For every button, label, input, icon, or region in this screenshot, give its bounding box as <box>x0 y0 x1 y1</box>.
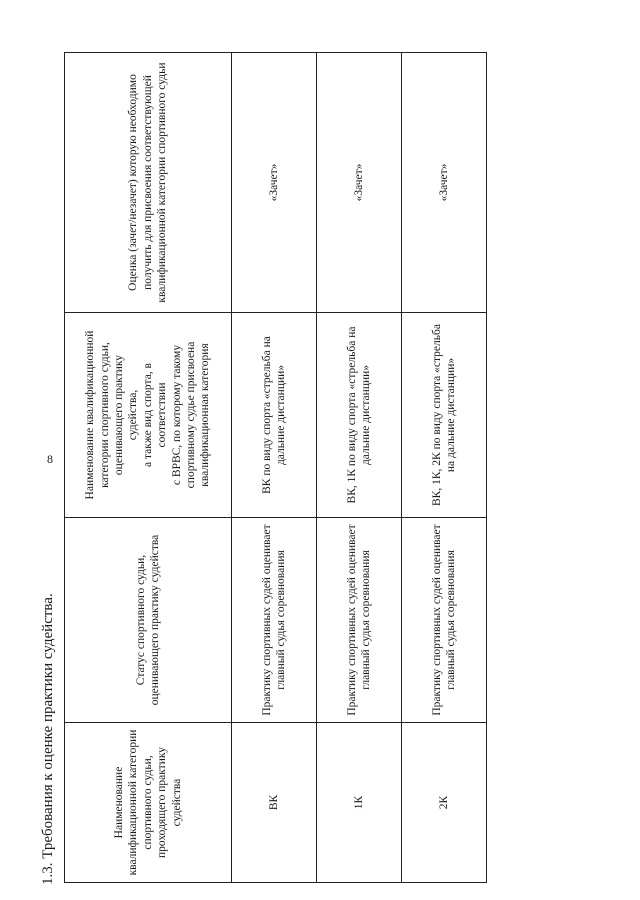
evaluator-cell: ВК по виду спорта «стрельба на дальние дистанции» <box>232 313 317 518</box>
grade-cell: «Зачет» <box>317 53 402 313</box>
table-row <box>402 53 487 883</box>
status-cell: Практику спортивных судей оценивает главный судья соревнования <box>317 518 402 723</box>
category-cell: ВК <box>232 723 317 883</box>
header-cell: Оценка (зачет/незачет) которую необходимо получить для присвоения соответствующей квалификационной категории спортивного судьи <box>65 53 232 313</box>
evaluator-cell: ВК, 1К, 2К по виду спорта «стрельба на дальние дистанции» <box>402 313 487 518</box>
section-title: 1.3. Требования к оценке практики судейства. <box>40 593 56 885</box>
table-row <box>232 53 317 883</box>
category-cell: 2К <box>402 723 487 883</box>
header-cell: Наименование квалификационной категории спортивного судьи, оценивающего практику судейства, а также вид спорта, в соответствии с ВРВС, по которому такому спортивному судье присвоена квалификационная категория <box>65 313 232 518</box>
category-cell: 1К <box>317 723 402 883</box>
header-cell: Наименование квалификационной категории спортивного судьи, проходящего практику судейства <box>65 723 232 883</box>
grade-cell: «Зачет» <box>232 53 317 313</box>
status-cell: Практику спортивных судей оценивает главный судья соревнования <box>402 518 487 723</box>
judging-requirements-table <box>64 52 487 883</box>
status-cell: Практику спортивных судей оценивает главный судья соревнования <box>232 518 317 723</box>
table-header-row <box>65 53 232 883</box>
table-row <box>317 53 402 883</box>
header-cell: Статус спортивного судьи, оценивающего практику судейства <box>65 518 232 723</box>
rotated-content <box>40 45 520 885</box>
page-number: 8 <box>47 452 53 466</box>
evaluator-cell: ВК, 1К по виду спорта «стрельба на дальние дистанции» <box>317 313 402 518</box>
grade-cell: «Зачет» <box>402 53 487 313</box>
